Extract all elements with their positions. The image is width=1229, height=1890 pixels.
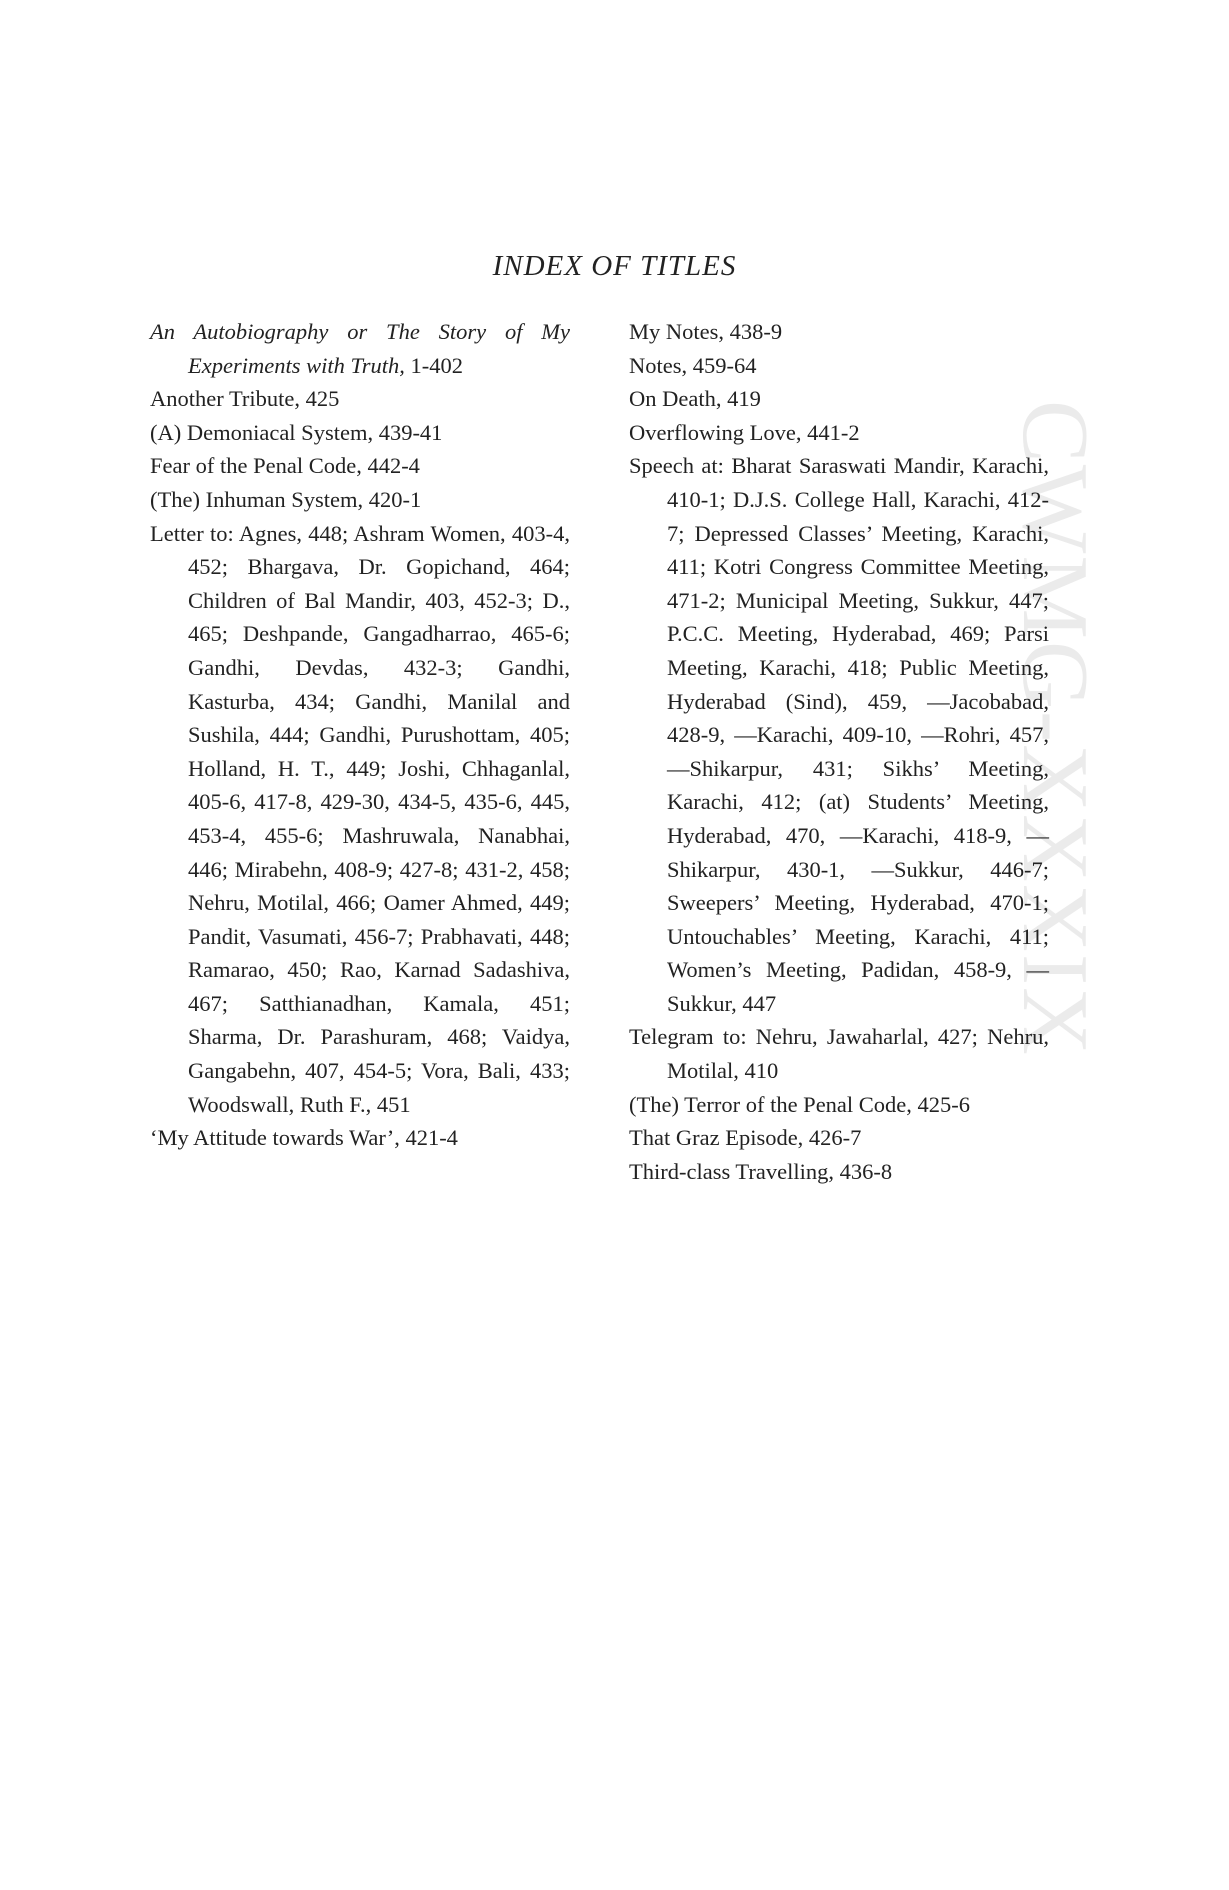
page-title: INDEX OF TITLES	[492, 250, 737, 282]
index-entry: ‘My Attitude towards War’, 421-4	[150, 1125, 458, 1151]
index-entry: (A) Demoniacal System, 439-41	[150, 419, 443, 445]
index-entry: Telegram to: Nehru, Jawaharlal, 427; Nehru, Motilal, 410	[629, 1024, 1049, 1084]
index-entry: Letter to: Agnes, 448; Ashram Women, 403-4, 452; Bhargava, Dr. Gopichand, 464; Children of Bal Mandir, 403, 452-3; D., 465; Deshpande, Gangadharrao, 465-6; Gandhi, Devdas, 432-3; Gandhi, Kasturba, 434; Gandhi, Manilal and Sushila, 444; Gandhi, Purushottam, 405; Holland, H. T., 449; Joshi, Chhaganlal, 405-6, 417-8, 429-30, 434-5, 435-6, 445, 453-4, 455-6; Mashruwala, Nanabhai, 446; Mirabehn, 408-9; 427-8; 431-2, 458; Nehru, Motilal, 466; Oamer Ahmed, 449; Pandit, Vasumati, 456-7; Prabhavati, 448; Ramarao, 450; Rao, Karnad Sadashiva, 467; Satthianadhan, Kamala, 451; Sharma, Dr. Parashuram, 468; Vaidya, Gangabehn, 407, 454-5; Vora, Bali, 433; Woodswall, Ruth F., 451	[150, 520, 570, 1117]
index-entry: Overflowing Love, 441-2	[629, 419, 860, 445]
index-entry: Third-class Travelling, 436-8	[629, 1158, 893, 1184]
left-index-column	[150, 315, 570, 1155]
index-entry: Speech at: Bharat Saraswati Mandir, Karachi, 410-1; D.J.S. College Hall, Karachi, 412-7; Depressed Classes’ Meeting, Karachi, 411; Kotri Congress Committee Meeting, 471-2; Municipal Meeting, Sukkur, 447; P.C.C. Meeting, Hyderabad, 469; Parsi Meeting, Karachi, 418; Public Meeting, Hyderabad (Sind), 459, —Jacobabad, 428-9, —Karachi, 409-10, —Rohri, 457, —Shikarpur, 431; Sikhs’ Meeting, Karachi, 412; (at) Students’ Meeting, Hyderabad, 470, —Karachi, 418-9, —Shikarpur, 430-1, —Sukkur, 446-7; Sweepers’ Meeting, Hyderabad, 470-1; Untouchables’ Meeting, Karachi, 411; Women’s Meeting, Padidan, 458-9, —Sukkur, 447	[629, 453, 1049, 1016]
index-entry: Notes, 459-64	[629, 352, 757, 378]
index-entry: On Death, 419	[629, 386, 761, 412]
index-entry: (The) Terror of the Penal Code, 425-6	[629, 1091, 971, 1117]
index-entry: That Graz Episode, 426-7	[629, 1125, 862, 1151]
index-entry-pages: 1-402	[404, 352, 464, 378]
index-entry: Fear of the Penal Code, 442-4	[150, 453, 420, 479]
right-index-column	[629, 315, 1049, 1188]
index-entry-italic-title: An Autobiography or The Story of My Experiments with Truth,	[150, 319, 570, 378]
index-entry	[150, 315, 570, 382]
index-entry: (The) Inhuman System, 420-1	[150, 486, 422, 512]
watermark: CWMG-XXXIX	[1003, 400, 1107, 1058]
index-entry: My Notes, 438-9	[629, 319, 783, 344]
index-entry: Another Tribute, 425	[150, 386, 340, 412]
